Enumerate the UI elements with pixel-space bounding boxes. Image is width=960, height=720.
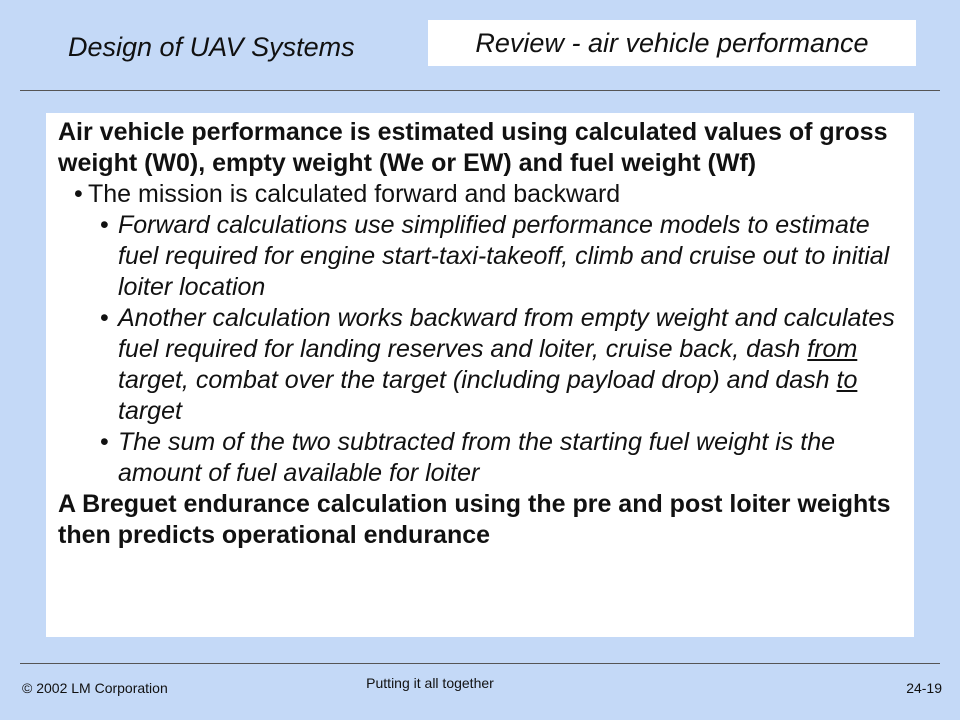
sub-bullet-text: The sum of the two subtracted from the starting fuel weight is the amount of fuel available for loiter — [118, 428, 836, 487]
section-title: Putting it all together — [366, 675, 494, 691]
page-number: 24-19 — [906, 680, 942, 696]
footer-divider — [20, 663, 940, 664]
course-title: Design of UAV Systems — [68, 32, 355, 62]
bullet-dot: • — [100, 304, 109, 332]
bullet-text: The mission is calculated forward and backward — [88, 180, 621, 208]
bullet-dot: • — [100, 428, 109, 456]
underlined-to: to — [836, 366, 858, 394]
sub-bullet-sum — [58, 427, 906, 489]
bullet-dot: • — [100, 211, 109, 239]
slide-topic: Review - air vehicle performance — [428, 20, 916, 66]
copyright: © 2002 LM Corporation — [22, 680, 168, 696]
sub-bullet-text-2: target, combat over the target (including payload drop) and dash — [118, 366, 837, 394]
conclusion-paragraph: A Breguet endurance calculation using the pre and post loiter weights then predicts operational endurance — [58, 490, 891, 549]
underlined-from: from — [807, 335, 858, 363]
intro-paragraph: Air vehicle performance is estimated using calculated values of gross weight (W0), empty weight (We or EW) and fuel weight (Wf) — [58, 118, 888, 177]
bullet-dot: • — [74, 180, 83, 208]
bullet-mission — [58, 179, 906, 210]
sub-bullet-text-3: target — [118, 397, 182, 425]
sub-bullet-backward — [58, 303, 906, 427]
slide-content — [46, 113, 914, 637]
sub-bullet-forward — [58, 210, 906, 303]
sub-bullet-text: Forward calculations use simplified performance models to estimate fuel required for engine start-taxi-takeoff, climb and cruise out to initial loiter location — [118, 211, 890, 301]
header-divider — [20, 90, 940, 91]
sub-bullet-text-1: Another calculation works backward from empty weight and calculates fuel required for landing reserves and loiter, cruise back, dash — [118, 304, 895, 363]
